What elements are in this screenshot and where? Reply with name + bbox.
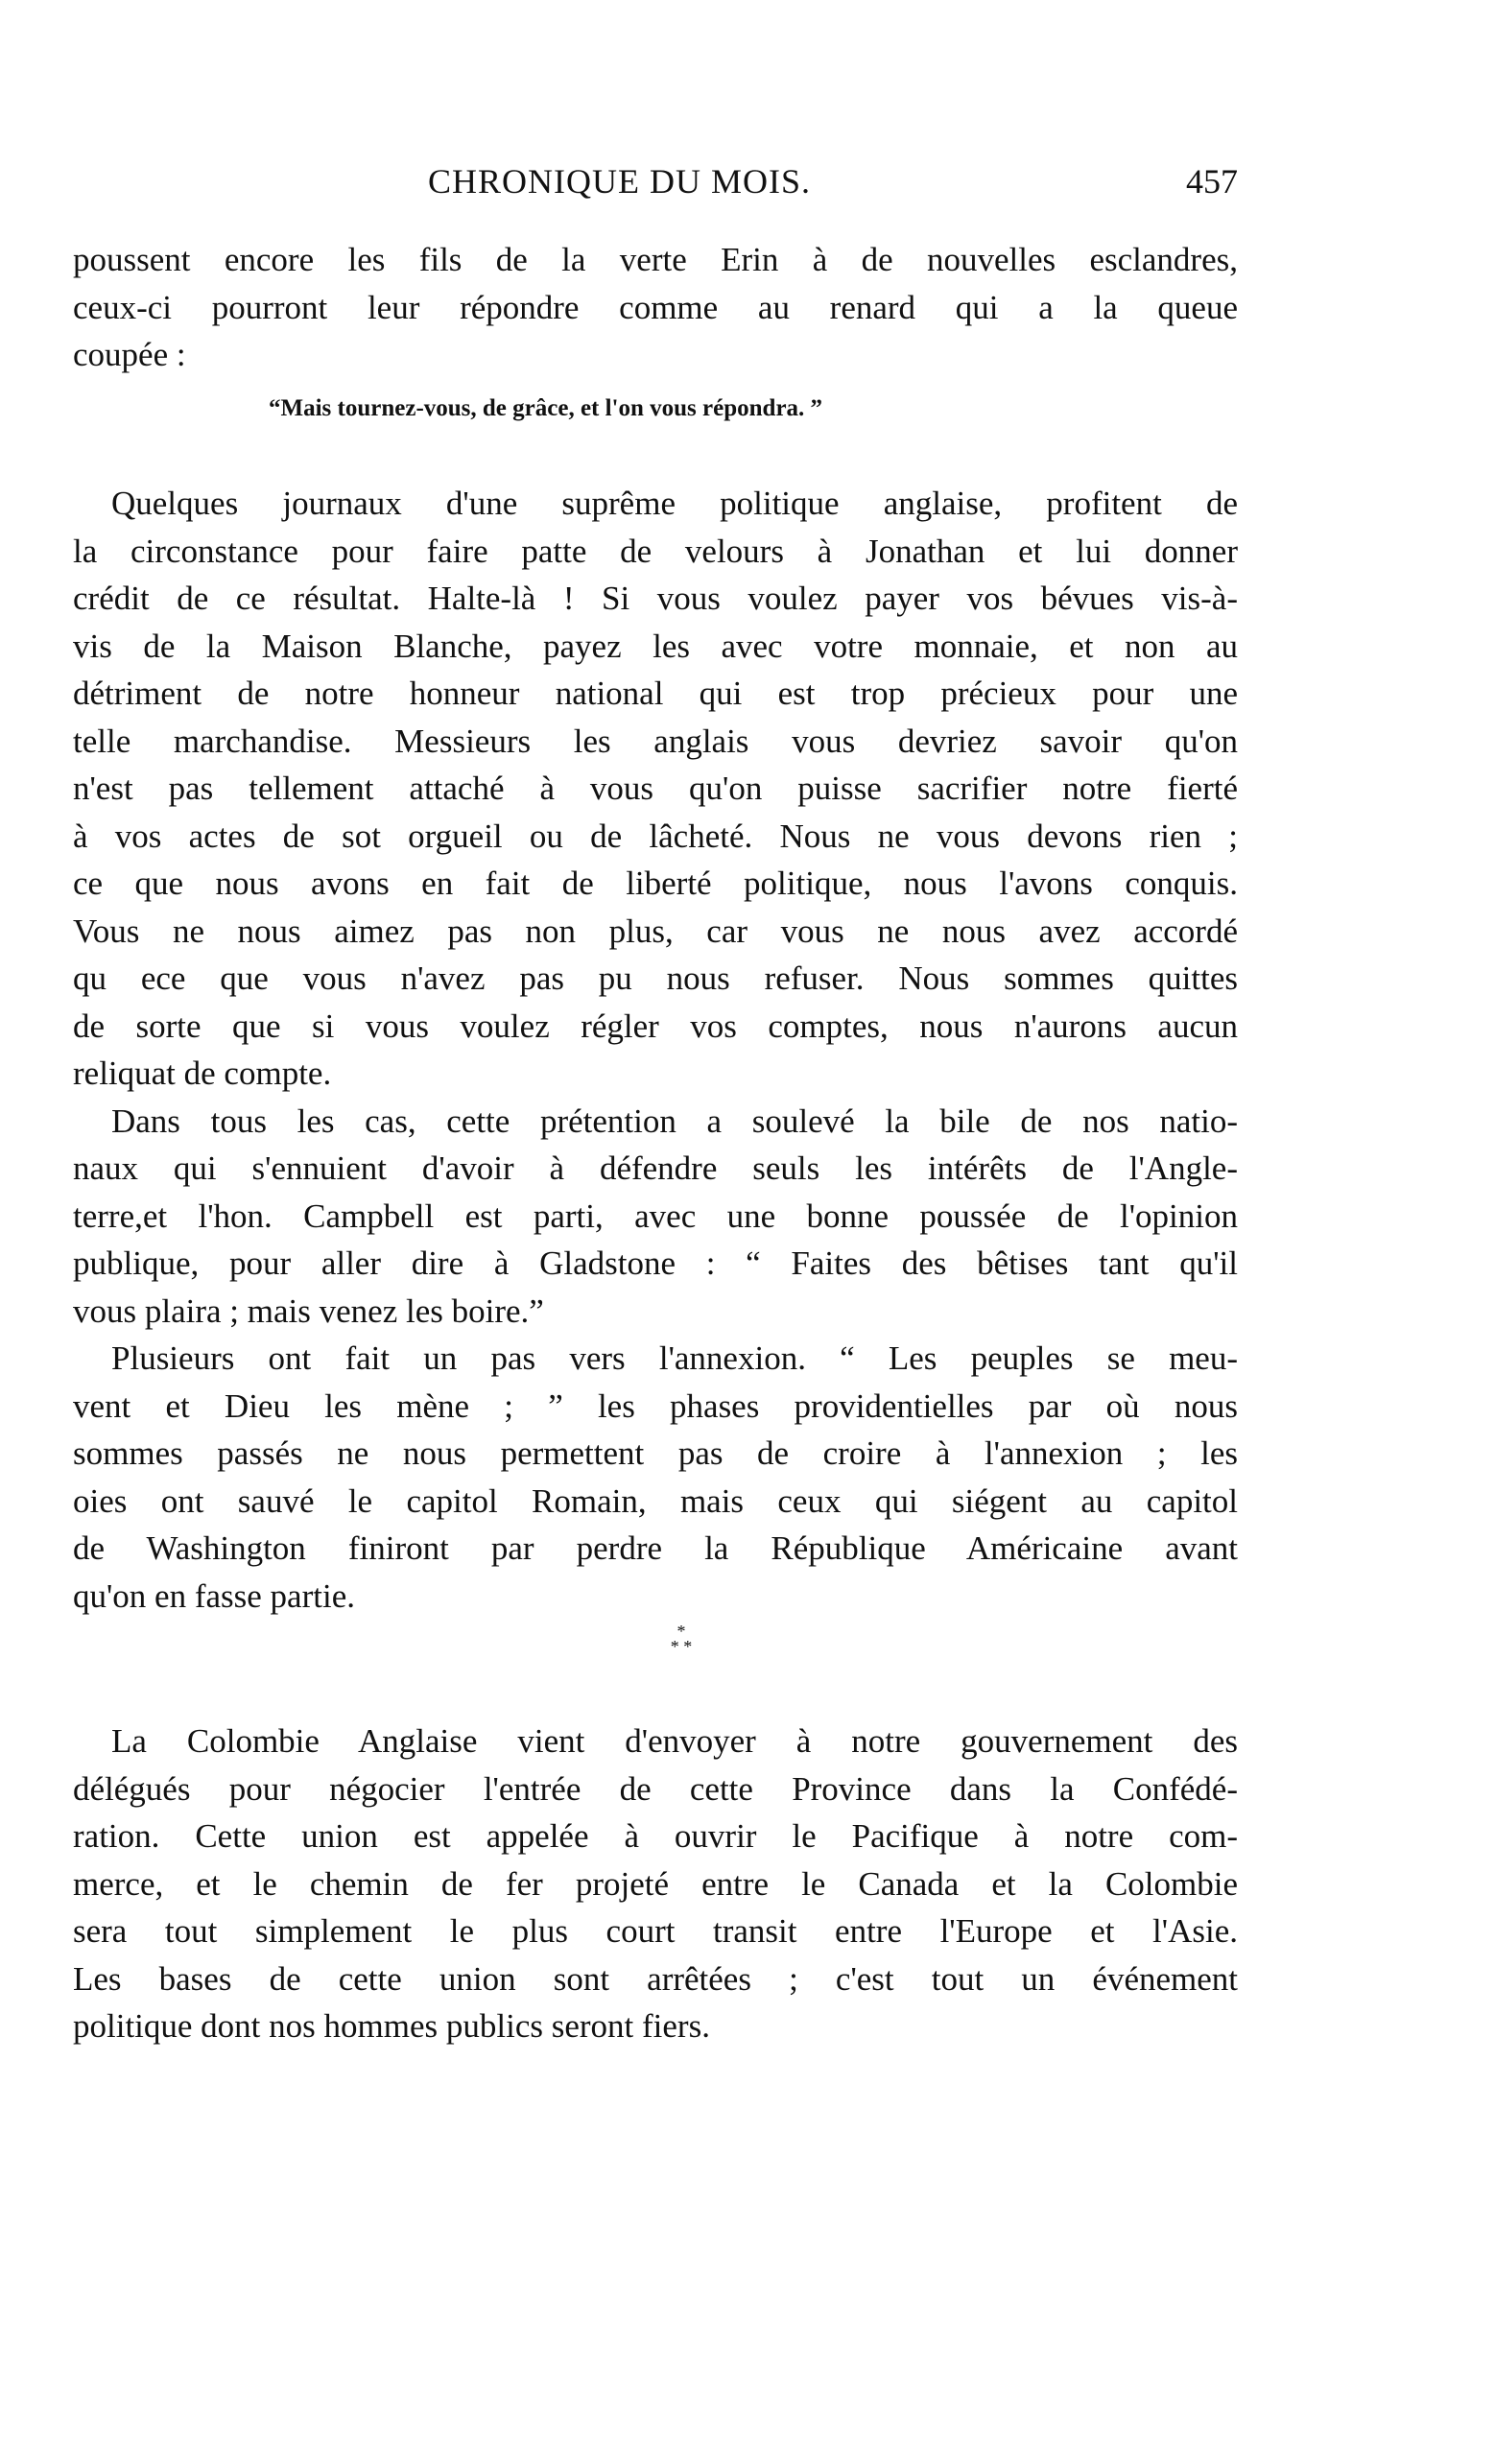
section-separator-asterism <box>653 1623 710 1654</box>
text-line: Les bases de cette union sont arrêtées ; c'est tout un événement <box>73 1959 1238 1998</box>
text-line: à vos actes de sot orgueil ou de lâcheté. Nous ne vous devons rien ; <box>73 817 1238 855</box>
text-line: Dans tous les cas, cette prétention a soulevé la bile de nos natio- <box>111 1102 1238 1140</box>
text-line: vis de la Maison Blanche, payez les avec votre monnaie, et non au <box>73 627 1238 665</box>
text-line: reliquat de compte. <box>73 1054 332 1092</box>
text-line: qu'on en fasse partie. <box>73 1576 355 1615</box>
text-line: détriment de notre honneur national qui est trop précieux pour une <box>73 675 1238 712</box>
text-line: sommes passés ne nous permettent pas de croire à l'annexion ; les <box>73 1434 1238 1472</box>
text-line: vent et Dieu les mène ; ” les phases providentielles par où nous <box>73 1386 1238 1425</box>
asterism-bottom: * * <box>670 1637 693 1656</box>
text-line: n'est pas tellement attaché à vous qu'on puisse sacrifier notre fierté <box>73 770 1238 807</box>
text-line: La Colombie Anglaise vient d'envoyer à notre gouvernement des <box>111 1722 1238 1760</box>
page-number: 457 <box>1186 162 1238 201</box>
text-line: de sorte que si vous voulez régler vos comptes, nous n'aurons aucun <box>73 1007 1238 1045</box>
text-line: terre,et l'hon. Campbell est parti, avec une bonne poussée de l'opinion <box>73 1196 1238 1235</box>
text-line: merce, et le chemin de fer projeté entre le Canada et la Colombie <box>73 1864 1238 1903</box>
text-line: de Washington finiront par perdre la République Américaine avant <box>73 1529 1238 1567</box>
text-line: vous plaira ; mais venez les boire.” <box>73 1291 544 1330</box>
paragraphs-politics <box>73 480 1238 1620</box>
running-title: CHRONIQUE DU MOIS. <box>428 162 812 201</box>
text-line: coupée : <box>73 336 186 373</box>
page-header <box>73 161 1238 209</box>
text-line: délégués pour négocier l'entrée de cette Province dans la Confédé- <box>73 1769 1238 1808</box>
text-line: oies ont sauvé le capitol Romain, mais ceux qui siégent au capitol <box>73 1481 1238 1520</box>
text-line: naux qui s'ennuient d'avoir à défendre seuls les intérêts de l'Angle- <box>73 1149 1238 1187</box>
text-line: poussent encore les fils de la verte Erin à de nouvelles esclandres, <box>73 241 1238 278</box>
text-line: ce que nous avons en fait de liberté politique, nous l'avons conquis. <box>73 865 1238 902</box>
text-line: Plusieurs ont fait un pas vers l'annexion. “ Les peuples se meu- <box>111 1339 1238 1377</box>
text-line: sera tout simplement le plus court transit entre l'Europe et l'Asie. <box>73 1912 1238 1950</box>
text-line: Quelques journaux d'une suprême politique anglaise, profitent de <box>111 485 1238 522</box>
text-line: la circonstance pour faire patte de velours à Jonathan et lui donner <box>73 532 1238 570</box>
paragraph-continuation <box>73 236 1238 379</box>
text-line: politique dont nos hommes publics seront fiers. <box>73 2007 710 2045</box>
text-line: ration. Cette union est appelée à ouvrir le Pacifique à notre com- <box>73 1817 1238 1855</box>
paragraph-colombie <box>73 1718 1238 2050</box>
text-line: crédit de ce résultat. Halte-là ! Si vous voulez payer vos bévues vis-à- <box>73 580 1238 617</box>
asterism-top: * <box>676 1622 686 1641</box>
text-line: telle marchandise. Messieurs les anglais vous devriez savoir qu'on <box>73 722 1238 760</box>
text-line: ceux-ci pourront leur répondre comme au renard qui a la queue <box>73 288 1238 326</box>
text-line: publique, pour aller dire à Gladstone : “ Faites des bêtises tant qu'il <box>73 1244 1238 1282</box>
text-line: Vous ne nous aimez pas non plus, car vous ne nous avez accordé <box>73 912 1238 950</box>
quotation: “Mais tournez-vous, de grâce, et l'on vous répondra. ” <box>269 395 823 421</box>
text-line: qu ece que vous n'avez pas pu nous refuser. Nous sommes quittes <box>73 960 1238 997</box>
